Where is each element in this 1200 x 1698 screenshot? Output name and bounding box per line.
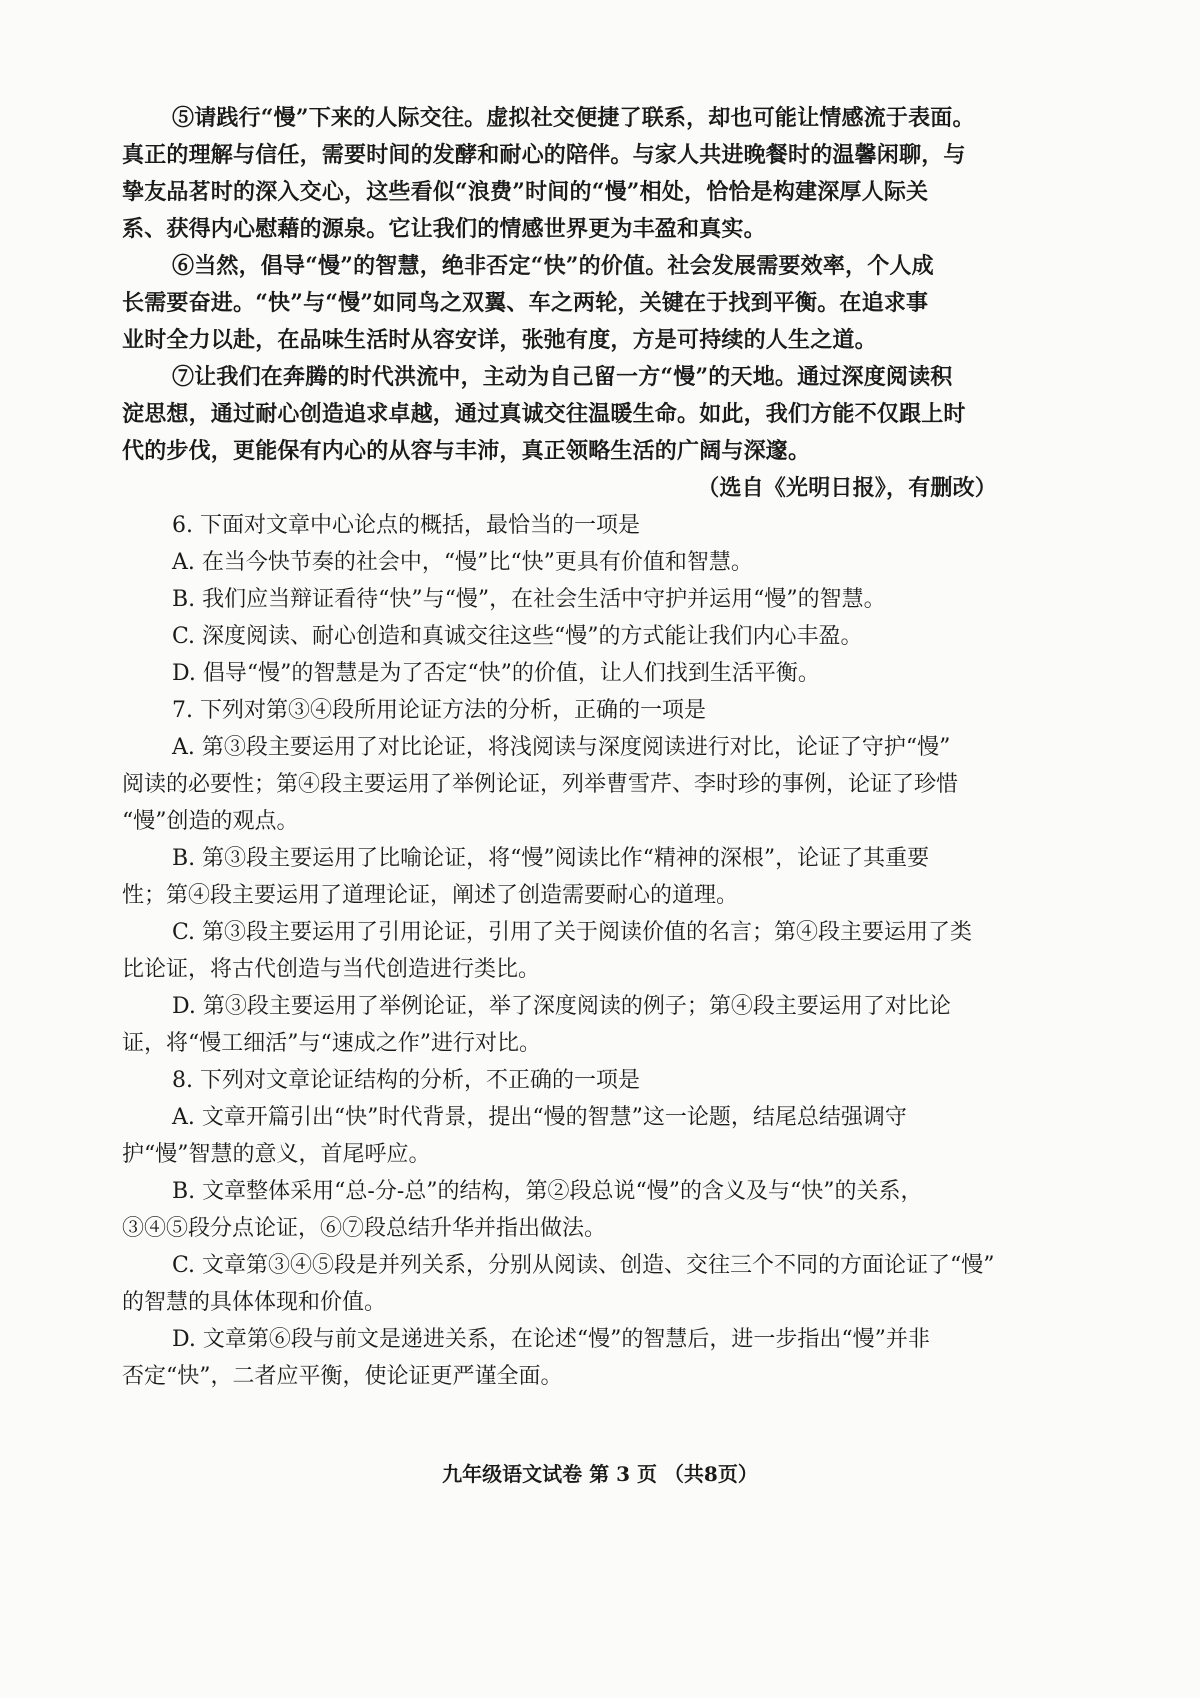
passage-para6-line2: 长需要奋进。“快”与“慢”如同鸟之双翼、车之两轮，关键在于找到平衡。在追求事: [122, 290, 929, 316]
passage-para6-line1: ⑥当然，倡导“慢”的智慧，绝非否定“快”的价值。社会发展需要效率，个人成: [172, 253, 934, 279]
question-7-option-a-line1: A. 第③段主要运用了对比论证，将浅阅读与深度阅读进行对比，论证了守护“慢”: [172, 735, 951, 760]
question-8-option-c-line2: 的智慧的具体体现和价值。: [122, 1290, 387, 1315]
question-7-option-b-line1: B. 第③段主要运用了比喻论证，将“慢”阅读比作“精神的深根”，论证了其重要: [172, 846, 930, 871]
passage-para7-line2: 淀思想，通过耐心创造追求卓越，通过真诚交往温暖生命。如此，我们方能不仅跟上时: [122, 401, 966, 427]
question-7-stem: 7. 下列对第③④段所用论证方法的分析，正确的一项是: [172, 698, 706, 723]
question-7-option-c-line2: 比论证，将古代创造与当代创造进行类比。: [122, 957, 541, 982]
passage-para5-line4: 系、获得内心慰藉的源泉。它让我们的情感世界更为丰盈和真实。: [122, 216, 766, 242]
question-list: [122, 507, 1037, 1395]
question-6-option-a: A. 在当今快节奏的社会中，“慢”比“快”更具有价值和智慧。: [172, 550, 753, 575]
reading-passage: [122, 100, 1037, 507]
passage-para7-line3: 代的步伐，更能保有内心的从容与丰沛，真正领略生活的广阔与深邃。: [122, 438, 811, 464]
question-8-option-a-line2: 护“慢”智慧的意义，首尾呼应。: [122, 1142, 431, 1167]
question-8-option-c-line1: C. 文章第③④⑤段是并列关系，分别从阅读、创造、交往三个不同的方面论证了“慢”: [172, 1253, 995, 1278]
question-6-option-d: D. 倡导“慢”的智慧是为了否定“快”的价值，让人们找到生活平衡。: [172, 661, 820, 686]
question-8-option-b-line2: ③④⑤段分点论证，⑥⑦段总结升华并指出做法。: [122, 1216, 607, 1241]
question-6-option-c: C. 深度阅读、耐心创造和真诚交往这些“慢”的方式能让我们内心丰盈。: [172, 624, 863, 649]
question-7-option-d-line2: 证，将“慢工细活”与“速成之作”进行对比。: [122, 1031, 541, 1056]
question-8-stem: 8. 下列对文章论证结构的分析，不正确的一项是: [172, 1068, 640, 1093]
question-8-option-a-line1: A. 文章开篇引出“快”时代背景，提出“慢的智慧”这一论题，结尾总结强调守: [172, 1105, 907, 1130]
question-8-option-d-line2: 否定“快”，二者应平衡，使论证更严谨全面。: [122, 1364, 563, 1389]
question-7-option-a-line2: 阅读的必要性；第④段主要运用了举例论证，列举曹雪芹、李时珍的事例，论证了珍惜: [122, 772, 959, 797]
question-8-option-b-line1: B. 文章整体采用“总-分-总”的结构，第②段总说“慢”的含义及与“快”的关系，: [172, 1179, 923, 1204]
passage-para7-line1: ⑦让我们在奔腾的时代洪流中，主动为自己留一方“慢”的天地。通过深度阅读积: [172, 364, 953, 390]
question-6-option-b: B. 我们应当辩证看待“快”与“慢”，在社会生活中守护并运用“慢”的智慧。: [172, 587, 886, 612]
passage-source: （选自《光明日报》，有删改）: [697, 475, 997, 501]
page-footer: 九年级语文试卷 第 3 页 （共8页）: [442, 1462, 758, 1486]
question-6-stem: 6. 下面对文章中心论点的概括，最恰当的一项是: [172, 513, 640, 538]
question-7-option-b-line2: 性；第④段主要运用了道理论证，阐述了创造需要耐心的道理。: [122, 883, 739, 908]
question-7-option-a-line3: “慢”创造的观点。: [122, 809, 299, 834]
page-content: [122, 100, 1037, 1395]
passage-para5-line2: 真正的理解与信任，需要时间的发酵和耐心的陪伴。与家人共进晚餐时的温馨闲聊，与: [122, 142, 966, 168]
question-7-option-d-line1: D. 第③段主要运用了举例论证，举了深度阅读的例子；第④段主要运用了对比论: [172, 994, 951, 1019]
passage-para5-line1: ⑤请践行“慢”下来的人际交往。虚拟社交便捷了联系，却也可能让情感流于表面。: [172, 105, 975, 131]
question-7-option-c-line1: C. 第③段主要运用了引用论证，引用了关于阅读价值的名言；第④段主要运用了类: [172, 920, 973, 945]
question-8-option-d-line1: D. 文章第⑥段与前文是递进关系，在论述“慢”的智慧后，进一步指出“慢”并非: [172, 1327, 930, 1352]
passage-para6-line3: 业时全力以赴，在品味生活时从容安详，张弛有度，方是可持续的人生之道。: [122, 327, 877, 353]
passage-para5-line3: 挚友品茗时的深入交心，这些看似“浪费”时间的“慢”相处，恰恰是构建深厚人际关: [122, 179, 929, 205]
